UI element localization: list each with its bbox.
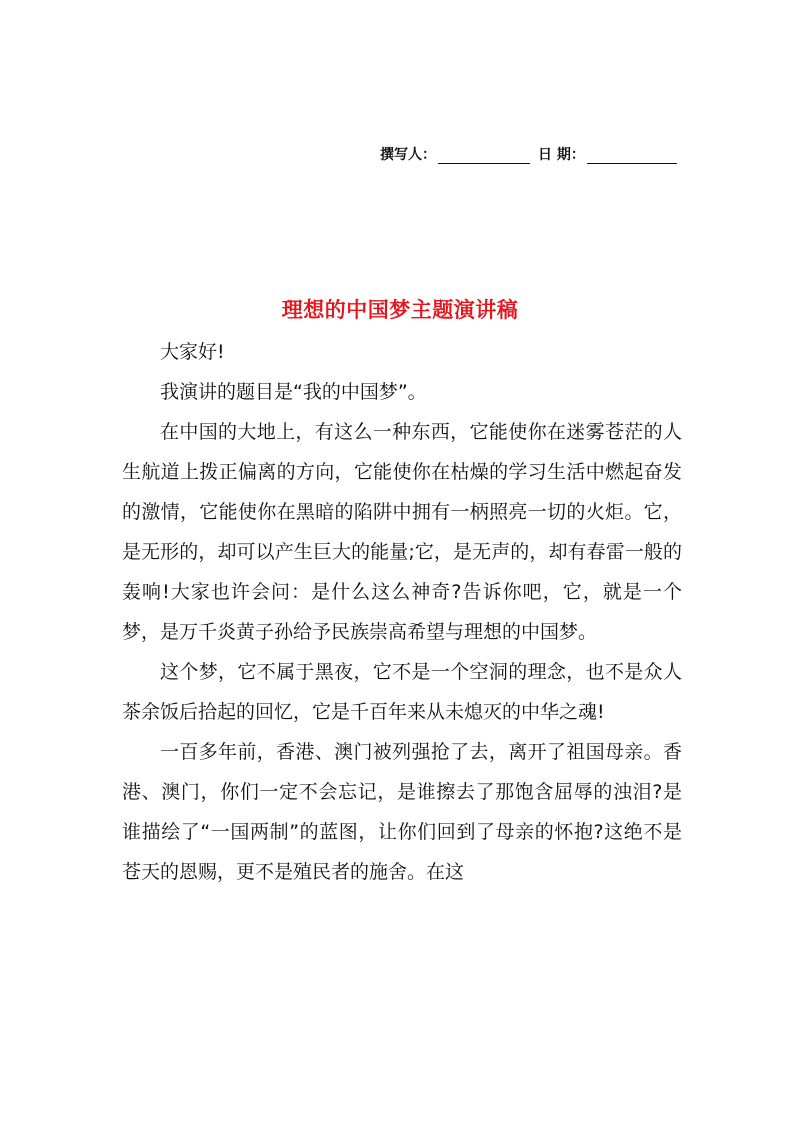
paragraph-hongkong-macau: 一百多年前，香港、澳门被列强抢了去，离开了祖国母亲。香港、澳门，你们一定不会忘记，是谁擦去了那饱含屈辱的浊泪?是谁描绘了“一国两制”的蓝图，让你们回到了母亲的怀抱?这绝不是苍天的恩赐，更不是殖民者的施舍。在这 bbox=[122, 741, 682, 883]
author-date-line bbox=[380, 140, 700, 164]
paragraph-topic: 我演讲的题目是“我的中国梦”。 bbox=[160, 381, 427, 403]
document-body bbox=[122, 332, 682, 892]
author-label: 撰写人： bbox=[380, 147, 436, 163]
author-blank-field bbox=[438, 145, 530, 164]
document-title: 理想的中国梦主题演讲稿 bbox=[281, 298, 519, 322]
paragraph-greeting: 大家好! bbox=[160, 341, 225, 363]
date-blank-field bbox=[587, 145, 677, 164]
paragraph-dream-description: 在中国的大地上，有这么一种东西，它能使你在迷雾苍茫的人生航道上拨正偏离的方向，它能使你在枯燥的学习生活中燃起奋发的激情，它能使你在黑暗的陷阱中拥有一柄照亮一切的火炬。它，是无形的，却可以产生巨大的能量;它，是无声的，却有春雷一般的轰响!大家也许会问：是什么这么神奇?告诉你吧，它，就是一个梦，是万千炎黄子孙给予民族崇高希望与理想的中国梦。 bbox=[122, 421, 682, 643]
paragraph-dream-soul: 这个梦，它不属于黑夜，它不是一个空洞的理念，也不是众人茶余饭后拾起的回忆，它是千百年来从未熄灭的中华之魂! bbox=[122, 661, 682, 723]
date-label: 日 期： bbox=[538, 147, 585, 163]
